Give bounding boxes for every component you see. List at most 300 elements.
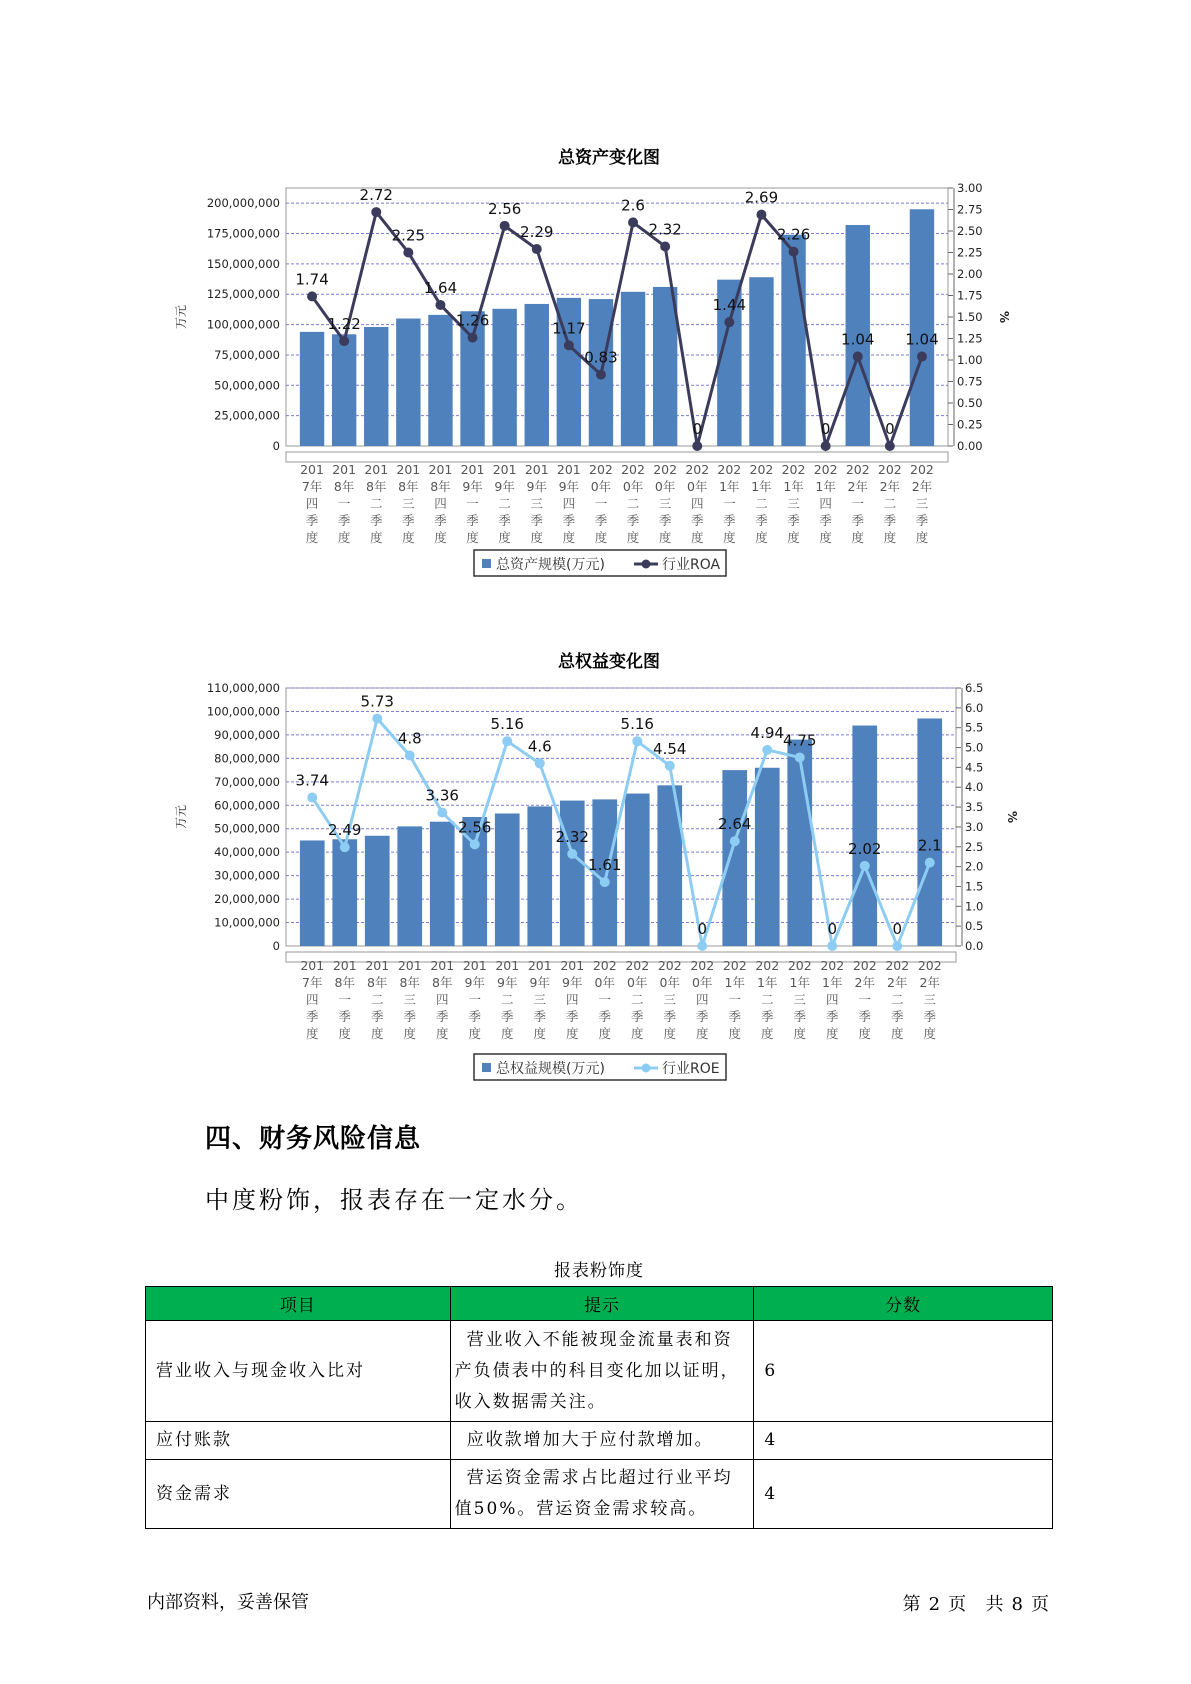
x-tick-label: 四 bbox=[825, 992, 839, 1007]
x-tick-label: 9年 bbox=[562, 975, 583, 990]
bar bbox=[365, 836, 390, 946]
bar bbox=[332, 839, 357, 946]
x-tick-label: 度 bbox=[598, 1026, 612, 1041]
x-tick-label: 度 bbox=[695, 1026, 709, 1041]
row-hint bbox=[450, 1422, 754, 1460]
x-tick-label: 度 bbox=[369, 530, 383, 545]
x-tick-label: 202 bbox=[885, 958, 910, 973]
line-point bbox=[372, 714, 382, 724]
bar bbox=[755, 768, 780, 946]
x-tick-label: 季 bbox=[565, 1009, 579, 1024]
x-tick-label: 202 bbox=[589, 462, 613, 477]
x-tick-label: 2年 bbox=[919, 975, 940, 990]
legend-bar-label: 总权益规模(万元) bbox=[496, 1061, 605, 1077]
x-tick-label: 季 bbox=[498, 513, 511, 528]
y2-tick-label: 2.50 bbox=[957, 224, 983, 238]
x-tick-label: 2年 bbox=[854, 975, 875, 990]
line-point bbox=[795, 752, 805, 762]
x-tick-label: 度 bbox=[435, 1026, 449, 1041]
x-tick-label: 季 bbox=[369, 513, 383, 528]
x-tick-label: 202 bbox=[845, 462, 870, 477]
x-tick-label: 0年 bbox=[659, 975, 680, 990]
y2-tick-label: 0.5 bbox=[965, 919, 984, 934]
y2-tick-label: 1.00 bbox=[957, 353, 983, 367]
x-tick-label: 201 bbox=[396, 462, 421, 477]
y-tick-label: 40,000,000 bbox=[214, 845, 280, 860]
x-tick-label: 8年 bbox=[399, 975, 420, 990]
data-label: 1.26 bbox=[455, 311, 490, 330]
data-label: 2.69 bbox=[744, 188, 779, 207]
y-axis-title: 万元 bbox=[174, 804, 188, 830]
x-tick-label: 四 bbox=[695, 992, 709, 1007]
y2-tick-label: 2.5 bbox=[965, 839, 984, 854]
x-tick-label: 1年 bbox=[783, 479, 804, 494]
table-row bbox=[146, 1422, 1053, 1460]
x-tick-label: 度 bbox=[755, 530, 768, 545]
x-tick-label: 1年 bbox=[815, 479, 836, 494]
bar bbox=[560, 801, 585, 946]
x-tick-label: 0年 bbox=[692, 975, 713, 990]
x-tick-label: 201 bbox=[332, 958, 357, 973]
x-tick-label: 202 bbox=[653, 462, 678, 477]
row-score: 4 bbox=[754, 1460, 1053, 1529]
x-tick-label: 度 bbox=[403, 1026, 417, 1041]
x-tick-label: 度 bbox=[434, 530, 447, 545]
x-tick-label: 一 bbox=[468, 992, 482, 1007]
y2-tick-label: 1.0 bbox=[965, 899, 984, 914]
x-tick-label: 四 bbox=[305, 992, 319, 1007]
line-point bbox=[860, 861, 870, 871]
data-label: 0 bbox=[885, 420, 895, 438]
x-tick-label: 季 bbox=[533, 1009, 547, 1024]
data-label: 3.74 bbox=[295, 771, 329, 790]
x-tick-label: 202 bbox=[781, 462, 806, 477]
y-tick-label: 100,000,000 bbox=[206, 317, 280, 332]
y2-tick-label: 1.50 bbox=[957, 310, 983, 324]
x-tick-label: 三 bbox=[915, 496, 929, 511]
x-tick-label: 季 bbox=[598, 1009, 612, 1024]
page-word: 页 bbox=[948, 1594, 967, 1615]
x-tick-label: 202 bbox=[621, 462, 645, 477]
y2-tick-label: 6.5 bbox=[965, 681, 984, 695]
data-label: 2.64 bbox=[718, 815, 752, 834]
x-tick-label: 202 bbox=[910, 462, 934, 477]
x-tick-label: 9年 bbox=[462, 479, 483, 494]
x-tick-label: 8年 bbox=[432, 975, 453, 990]
footer-page-number bbox=[899, 1590, 1053, 1616]
x-tick-label: 201 bbox=[495, 958, 520, 973]
data-label: 2.56 bbox=[487, 199, 522, 218]
x-tick-label: 一 bbox=[858, 992, 872, 1007]
x-tick-label: 季 bbox=[530, 513, 544, 528]
line-point bbox=[762, 745, 772, 755]
x-tick-label: 202 bbox=[690, 958, 715, 973]
x-tick-label: 201 bbox=[430, 958, 455, 973]
x-tick-label: 季 bbox=[728, 1009, 742, 1024]
x-tick-label: 四 bbox=[435, 992, 449, 1007]
x-tick-label: 二 bbox=[755, 496, 768, 511]
hint-line: 收入数据需关注。 bbox=[454, 1391, 607, 1412]
data-label: 2.25 bbox=[391, 226, 426, 245]
header-item: 项目 bbox=[146, 1287, 451, 1321]
x-tick-label: 季 bbox=[825, 1009, 839, 1024]
x-tick-label: 季 bbox=[858, 1009, 872, 1024]
x-tick-label: 季 bbox=[760, 1009, 774, 1024]
y2-tick-label: 2.25 bbox=[957, 245, 983, 260]
x-tick-label: 1年 bbox=[719, 479, 740, 494]
x-tick-label: 四 bbox=[305, 496, 319, 511]
line-point bbox=[827, 941, 837, 951]
x-tick-label: 度 bbox=[370, 1026, 384, 1041]
y-tick-label: 30,000,000 bbox=[214, 868, 280, 883]
y2-tick-label: 1.5 bbox=[965, 879, 984, 894]
line-point bbox=[535, 758, 545, 768]
line-point bbox=[437, 808, 447, 818]
data-label: 4.54 bbox=[653, 739, 687, 758]
x-tick-label: 一 bbox=[728, 992, 742, 1007]
x-tick-label: 度 bbox=[498, 530, 511, 545]
data-label: 1.04 bbox=[841, 330, 875, 349]
row-hint bbox=[450, 1321, 754, 1422]
x-tick-label: 202 bbox=[917, 958, 942, 973]
row-item: 营业收入与现金收入比对 bbox=[146, 1321, 451, 1422]
risk-table bbox=[145, 1286, 1053, 1529]
x-tick-label: 三 bbox=[658, 496, 672, 511]
line-point bbox=[470, 839, 480, 849]
data-label: 2.32 bbox=[555, 827, 589, 846]
table-row bbox=[146, 1321, 1053, 1422]
table-row bbox=[146, 1460, 1053, 1529]
line-point bbox=[665, 761, 675, 771]
x-tick-label: 202 bbox=[749, 462, 774, 477]
y-tick-label: 150,000,000 bbox=[206, 256, 280, 271]
x-tick-label: 202 bbox=[755, 958, 780, 973]
x-tick-label: 季 bbox=[695, 1009, 709, 1024]
data-label: 3.36 bbox=[425, 786, 459, 805]
x-tick-label: 二 bbox=[890, 992, 904, 1007]
x-tick-label: 201 bbox=[560, 958, 585, 973]
x-tick-label: 季 bbox=[923, 1009, 937, 1024]
y2-tick-label: 1.75 bbox=[957, 288, 983, 303]
data-label: 1.44 bbox=[712, 296, 747, 315]
x-tick-label: 7年 bbox=[302, 975, 323, 990]
x-tick-label: 9年 bbox=[526, 479, 547, 494]
y2-tick-label: 4.0 bbox=[965, 780, 984, 795]
x-tick-label: 三 bbox=[530, 496, 544, 511]
total-word: 页 bbox=[1031, 1594, 1049, 1615]
x-tick-label: 0年 bbox=[654, 479, 676, 494]
x-tick-label: 2年 bbox=[911, 479, 933, 494]
x-tick-label: 度 bbox=[658, 530, 672, 545]
x-tick-label: 二 bbox=[369, 496, 383, 511]
y-axis-title: 万元 bbox=[174, 304, 188, 330]
row-score: 6 bbox=[754, 1321, 1053, 1422]
x-tick-label: 202 bbox=[877, 462, 902, 477]
data-label: 1.64 bbox=[423, 278, 458, 297]
y2-tick-label: 3.00 bbox=[957, 181, 983, 195]
x-tick-label: 度 bbox=[690, 530, 704, 545]
x-tick-label: 季 bbox=[338, 1009, 352, 1024]
x-tick-label: 7年 bbox=[301, 479, 323, 494]
x-tick-label: 四 bbox=[819, 496, 832, 511]
x-tick-label: 度 bbox=[883, 530, 897, 545]
x-tick-label: 度 bbox=[787, 530, 800, 545]
x-tick-label: 季 bbox=[819, 513, 832, 528]
line-point bbox=[730, 836, 740, 846]
x-tick-label: 1年 bbox=[789, 975, 810, 990]
y-tick-label: 10,000,000 bbox=[214, 915, 280, 930]
x-tick-label: 季 bbox=[723, 513, 736, 528]
x-tick-label: 0年 bbox=[594, 975, 615, 990]
bar bbox=[527, 806, 552, 946]
x-tick-label: 季 bbox=[915, 513, 929, 528]
x-tick-label: 季 bbox=[883, 513, 897, 528]
x-tick-label: 度 bbox=[594, 530, 608, 545]
x-tick-label: 0年 bbox=[687, 479, 708, 494]
data-label: 2.72 bbox=[359, 186, 393, 205]
row-hint bbox=[450, 1460, 754, 1529]
section-heading: 四、财务风险信息 bbox=[205, 1124, 422, 1154]
data-label: 2.26 bbox=[776, 225, 811, 244]
x-tick-label: 三 bbox=[787, 496, 800, 511]
y2-tick-label: 5.5 bbox=[965, 720, 984, 735]
legend-bar-swatch bbox=[482, 1063, 491, 1072]
x-tick-label: 1年 bbox=[822, 975, 843, 990]
y-tick-label: 60,000,000 bbox=[214, 798, 280, 813]
footer-confidential: 内部资料，妥善保管 bbox=[147, 1592, 309, 1612]
x-tick-label: 季 bbox=[402, 513, 415, 528]
x-tick-label: 季 bbox=[337, 513, 351, 528]
hint-line: 产负债表中的科目变化加以证明， bbox=[454, 1360, 740, 1381]
y-tick-label: 50,000,000 bbox=[214, 378, 280, 393]
x-tick-label: 202 bbox=[625, 958, 650, 973]
legend-bar-label: 总资产规模(万元) bbox=[496, 557, 605, 573]
x-tick-label: 201 bbox=[332, 462, 357, 477]
x-tick-label: 8年 bbox=[398, 479, 419, 494]
x-tick-label: 度 bbox=[915, 530, 929, 545]
x-tick-label: 201 bbox=[428, 462, 453, 477]
legend-line-label: 行业ROA bbox=[662, 557, 721, 573]
y2-tick-label: 0.50 bbox=[957, 396, 983, 410]
y-tick-label: 110,000,000 bbox=[206, 681, 280, 695]
y2-tick-label: 5.0 bbox=[965, 740, 984, 755]
x-tick-label: 季 bbox=[305, 1009, 319, 1024]
y2-tick-label: 0.25 bbox=[957, 417, 983, 432]
data-label: 0 bbox=[692, 420, 703, 438]
y-tick-label: 80,000,000 bbox=[214, 751, 280, 766]
x-tick-label: 201 bbox=[460, 462, 485, 477]
x-tick-label: 202 bbox=[852, 958, 877, 973]
x-tick-label: 二 bbox=[630, 992, 644, 1007]
x-tick-label: 8年 bbox=[367, 975, 388, 990]
y-tick-label: 50,000,000 bbox=[214, 821, 280, 836]
data-label: 4.8 bbox=[397, 729, 422, 748]
data-label: 0 bbox=[820, 420, 831, 438]
header-score: 分数 bbox=[754, 1287, 1053, 1321]
page-current: 2 bbox=[928, 1594, 941, 1615]
y2-tick-label: 3.0 bbox=[965, 819, 984, 834]
data-label: 2.32 bbox=[648, 220, 682, 239]
x-tick-label: 三 bbox=[923, 992, 937, 1007]
x-tick-label: 一 bbox=[466, 496, 479, 511]
x-tick-label: 0年 bbox=[627, 975, 648, 990]
x-tick-label: 度 bbox=[890, 1026, 904, 1041]
x-tick-label: 度 bbox=[630, 1026, 644, 1041]
data-label: 1.04 bbox=[905, 330, 939, 349]
x-tick-label: 季 bbox=[851, 513, 865, 528]
y-tick-label: 20,000,000 bbox=[214, 892, 280, 907]
page-prefix: 第 bbox=[902, 1594, 921, 1615]
bar bbox=[722, 770, 747, 946]
x-tick-label: 一 bbox=[338, 992, 352, 1007]
x-tick-label: 度 bbox=[533, 1026, 547, 1041]
table-caption: 报表粉饰度 bbox=[554, 1261, 644, 1281]
x-tick-label: 201 bbox=[300, 462, 324, 477]
row-score: 4 bbox=[754, 1422, 1053, 1460]
x-tick-label: 三 bbox=[533, 992, 547, 1007]
data-label: 2.6 bbox=[621, 196, 645, 215]
y2-tick-label: 0.75 bbox=[957, 374, 983, 389]
x-tick-label: 季 bbox=[658, 513, 672, 528]
data-label: 4.6 bbox=[527, 737, 552, 756]
hint-line: 应收款增加大于应付款增加。 bbox=[466, 1430, 714, 1450]
x-tick-label: 201 bbox=[397, 958, 422, 973]
data-label: 1.61 bbox=[588, 856, 622, 875]
x-tick-label: 度 bbox=[723, 530, 736, 545]
x-tick-label: 9年 bbox=[529, 975, 550, 990]
data-label: 1.74 bbox=[295, 270, 329, 289]
bar bbox=[787, 740, 812, 946]
data-label: 0 bbox=[827, 920, 838, 938]
row-item: 资金需求 bbox=[146, 1460, 451, 1529]
data-label: 5.73 bbox=[360, 692, 394, 711]
x-tick-label: 季 bbox=[403, 1009, 417, 1024]
x-tick-label: 三 bbox=[663, 992, 677, 1007]
x-tick-label: 202 bbox=[717, 462, 742, 477]
x-tick-label: 8年 bbox=[366, 479, 387, 494]
x-tick-label: 季 bbox=[663, 1009, 677, 1024]
x-tick-label: 季 bbox=[690, 513, 704, 528]
x-tick-label: 度 bbox=[402, 530, 415, 545]
y-tick-label: 75,000,000 bbox=[214, 347, 280, 362]
data-label: 4.94 bbox=[750, 723, 784, 742]
chart-title-total-equity: 总权益变化图 bbox=[558, 652, 660, 672]
x-tick-label: 度 bbox=[337, 530, 351, 545]
x-tick-label: 度 bbox=[923, 1026, 937, 1041]
y2-axis-title: % bbox=[1005, 810, 1019, 824]
y2-tick-label: 0.0 bbox=[965, 939, 984, 953]
y-tick-label: 100,000,000 bbox=[206, 704, 280, 719]
x-tick-label: 202 bbox=[787, 958, 812, 973]
x-tick-label: 202 bbox=[592, 958, 617, 973]
y-tick-label: 125,000,000 bbox=[206, 287, 280, 302]
line-point bbox=[925, 858, 935, 868]
total-prefix: 共 bbox=[985, 1594, 1004, 1615]
y-tick-label: 70,000,000 bbox=[214, 774, 280, 789]
x-tick-label: 四 bbox=[434, 496, 447, 511]
bar bbox=[917, 718, 942, 946]
data-label: 5.16 bbox=[620, 715, 654, 734]
x-tick-label: 202 bbox=[813, 462, 838, 477]
x-tick-label: 季 bbox=[500, 1009, 514, 1024]
x-tick-label: 三 bbox=[402, 496, 415, 511]
x-tick-label: 度 bbox=[305, 1026, 319, 1041]
x-tick-label: 二 bbox=[498, 496, 511, 511]
x-tick-label: 9年 bbox=[497, 975, 518, 990]
line-point bbox=[632, 736, 642, 746]
y2-tick-label: 4.5 bbox=[965, 760, 984, 775]
x-tick-label: 一 bbox=[594, 496, 608, 511]
y-tick-label: 25,000,000 bbox=[214, 408, 280, 423]
x-tick-label: 四 bbox=[562, 496, 576, 511]
y2-tick-label: 3.5 bbox=[965, 800, 984, 815]
x-tick-label: 9年 bbox=[494, 479, 515, 494]
hint-line: 值50%。营运资金需求较高。 bbox=[454, 1499, 708, 1519]
x-tick-label: 一 bbox=[851, 496, 865, 511]
x-tick-label: 8年 bbox=[334, 975, 355, 990]
hint-line: 营运资金需求占比超过行业平均 bbox=[466, 1468, 733, 1488]
data-label: 0 bbox=[697, 920, 708, 938]
x-tick-label: 度 bbox=[562, 530, 576, 545]
x-tick-label: 1年 bbox=[724, 975, 745, 990]
x-tick-label: 三 bbox=[403, 992, 417, 1007]
line-point bbox=[697, 941, 707, 951]
y2-tick-label: 2.75 bbox=[957, 202, 983, 217]
data-label: 5.16 bbox=[490, 715, 524, 734]
bar bbox=[430, 822, 455, 946]
line-point bbox=[307, 793, 317, 803]
x-tick-label: 季 bbox=[755, 513, 768, 528]
table-header-row bbox=[146, 1287, 1053, 1321]
x-tick-label: 季 bbox=[466, 513, 479, 528]
y-tick-label: 0 bbox=[272, 939, 280, 953]
x-tick-label: 季 bbox=[626, 513, 640, 528]
x-tick-label: 201 bbox=[364, 462, 389, 477]
x-tick-label: 二 bbox=[760, 992, 774, 1007]
x-tick-label: 季 bbox=[787, 513, 800, 528]
x-tick-label: 季 bbox=[434, 513, 447, 528]
chart-title-total-assets: 总资产变化图 bbox=[558, 148, 660, 168]
x-tick-label: 度 bbox=[663, 1026, 677, 1041]
y2-tick-label: 2.00 bbox=[957, 267, 983, 281]
y-tick-label: 175,000,000 bbox=[206, 226, 280, 241]
x-tick-label: 9年 bbox=[464, 975, 485, 990]
bar bbox=[495, 813, 520, 946]
bar bbox=[625, 794, 650, 946]
x-tick-label: 季 bbox=[305, 513, 319, 528]
line-point bbox=[892, 941, 902, 951]
x-tick-label: 202 bbox=[685, 462, 710, 477]
line-point bbox=[340, 842, 350, 852]
page-total: 8 bbox=[1011, 1594, 1023, 1615]
legend-line-marker bbox=[642, 1064, 651, 1073]
x-tick-label: 202 bbox=[722, 958, 747, 973]
y-tick-label: 0 bbox=[272, 439, 280, 453]
data-label: 2.29 bbox=[520, 223, 554, 242]
x-tick-label: 度 bbox=[858, 1026, 872, 1041]
x-tick-label: 度 bbox=[500, 1026, 514, 1041]
x-tick-label: 二 bbox=[370, 992, 384, 1007]
x-tick-label: 201 bbox=[365, 958, 390, 973]
data-label: 1.17 bbox=[552, 319, 586, 338]
x-tick-label: 二 bbox=[500, 992, 514, 1007]
x-tick-label: 0年 bbox=[622, 479, 644, 494]
x-tick-label: 二 bbox=[626, 496, 640, 511]
line-point bbox=[600, 877, 610, 887]
data-label: 2.56 bbox=[458, 818, 492, 837]
x-tick-label: 度 bbox=[728, 1026, 742, 1041]
x-tick-label: 度 bbox=[793, 1026, 807, 1041]
